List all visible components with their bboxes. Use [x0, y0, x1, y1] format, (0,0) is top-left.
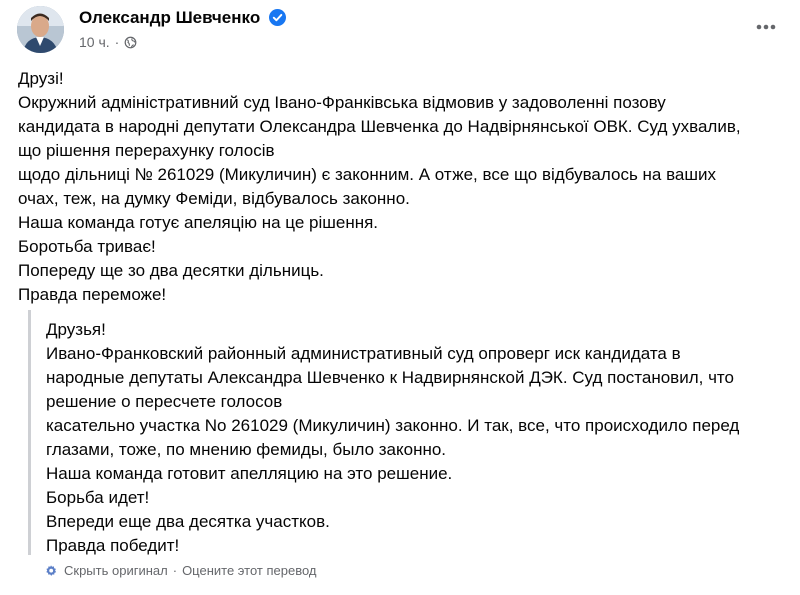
translation-line: глазами, тоже, по мнению фемиды, было законно.: [46, 440, 447, 459]
gear-icon: [44, 564, 58, 578]
translation-line: касательно участка No 261029 (Микуличин) законно. И так, все, что происходило перед: [46, 416, 740, 435]
post-meta: [79, 34, 137, 50]
original-line: Боротьба триває!: [18, 237, 156, 256]
verified-badge-icon: [269, 9, 286, 26]
original-line: що рішення перерахунку голосів: [18, 141, 275, 160]
more-options-icon: [756, 24, 776, 30]
original-line: Друзі!: [18, 69, 64, 88]
author-name[interactable]: Олександр Шевченко: [79, 8, 261, 27]
translation-text: [46, 318, 786, 558]
post-timestamp[interactable]: 10 ч.: [79, 34, 110, 50]
translation-block: [28, 310, 791, 555]
post-original-text: [18, 67, 788, 307]
globe-icon[interactable]: [124, 36, 137, 49]
original-line: Наша команда готує апеляцію на це рішення.: [18, 213, 379, 232]
translation-line: Правда победит!: [46, 536, 180, 555]
hide-original-link[interactable]: Скрыть оригинал: [64, 563, 168, 578]
translation-line: Ивано-Франковский районный административный суд опроверг иск кандидата в: [46, 344, 681, 363]
original-line: щодо дільниці № 261029 (Микуличин) є законним. А отже, все що відбувалось на ваших: [18, 165, 717, 184]
translation-line: Наша команда готовит апелляцию на это решение.: [46, 464, 453, 483]
footer-separator: ·: [172, 563, 178, 578]
original-line: Окружний адміністративний суд Івано-Франківська відмовив у задоволенні позову: [18, 93, 666, 112]
translation-line: народные депутаты Александра Шевченко к Надвирнянской ДЭК. Суд постановил, что: [46, 368, 734, 387]
translation-line: решение о пересчете голосов: [46, 392, 283, 411]
translation-line: Друзья!: [46, 320, 106, 339]
translation-line: Впереди еще два десятка участков.: [46, 512, 330, 531]
more-options-button[interactable]: [749, 10, 783, 44]
author-avatar[interactable]: [17, 6, 64, 53]
translation-footer: [44, 563, 316, 578]
original-line: Правда переможе!: [18, 285, 167, 304]
meta-separator: ·: [114, 34, 120, 50]
original-line: кандидата в народні депутати Олександра Шевченка до Надвірнянської ОВК. Суд ухвалив,: [18, 117, 741, 136]
original-line: очах, теж, на думку Феміди, відбувалось законно.: [18, 189, 410, 208]
original-line: Попереду ще зо два десятки дільниць.: [18, 261, 324, 280]
translation-line: Борьба идет!: [46, 488, 150, 507]
rate-translation-link[interactable]: Оцените этот перевод: [182, 563, 317, 578]
post-header: [17, 6, 783, 54]
